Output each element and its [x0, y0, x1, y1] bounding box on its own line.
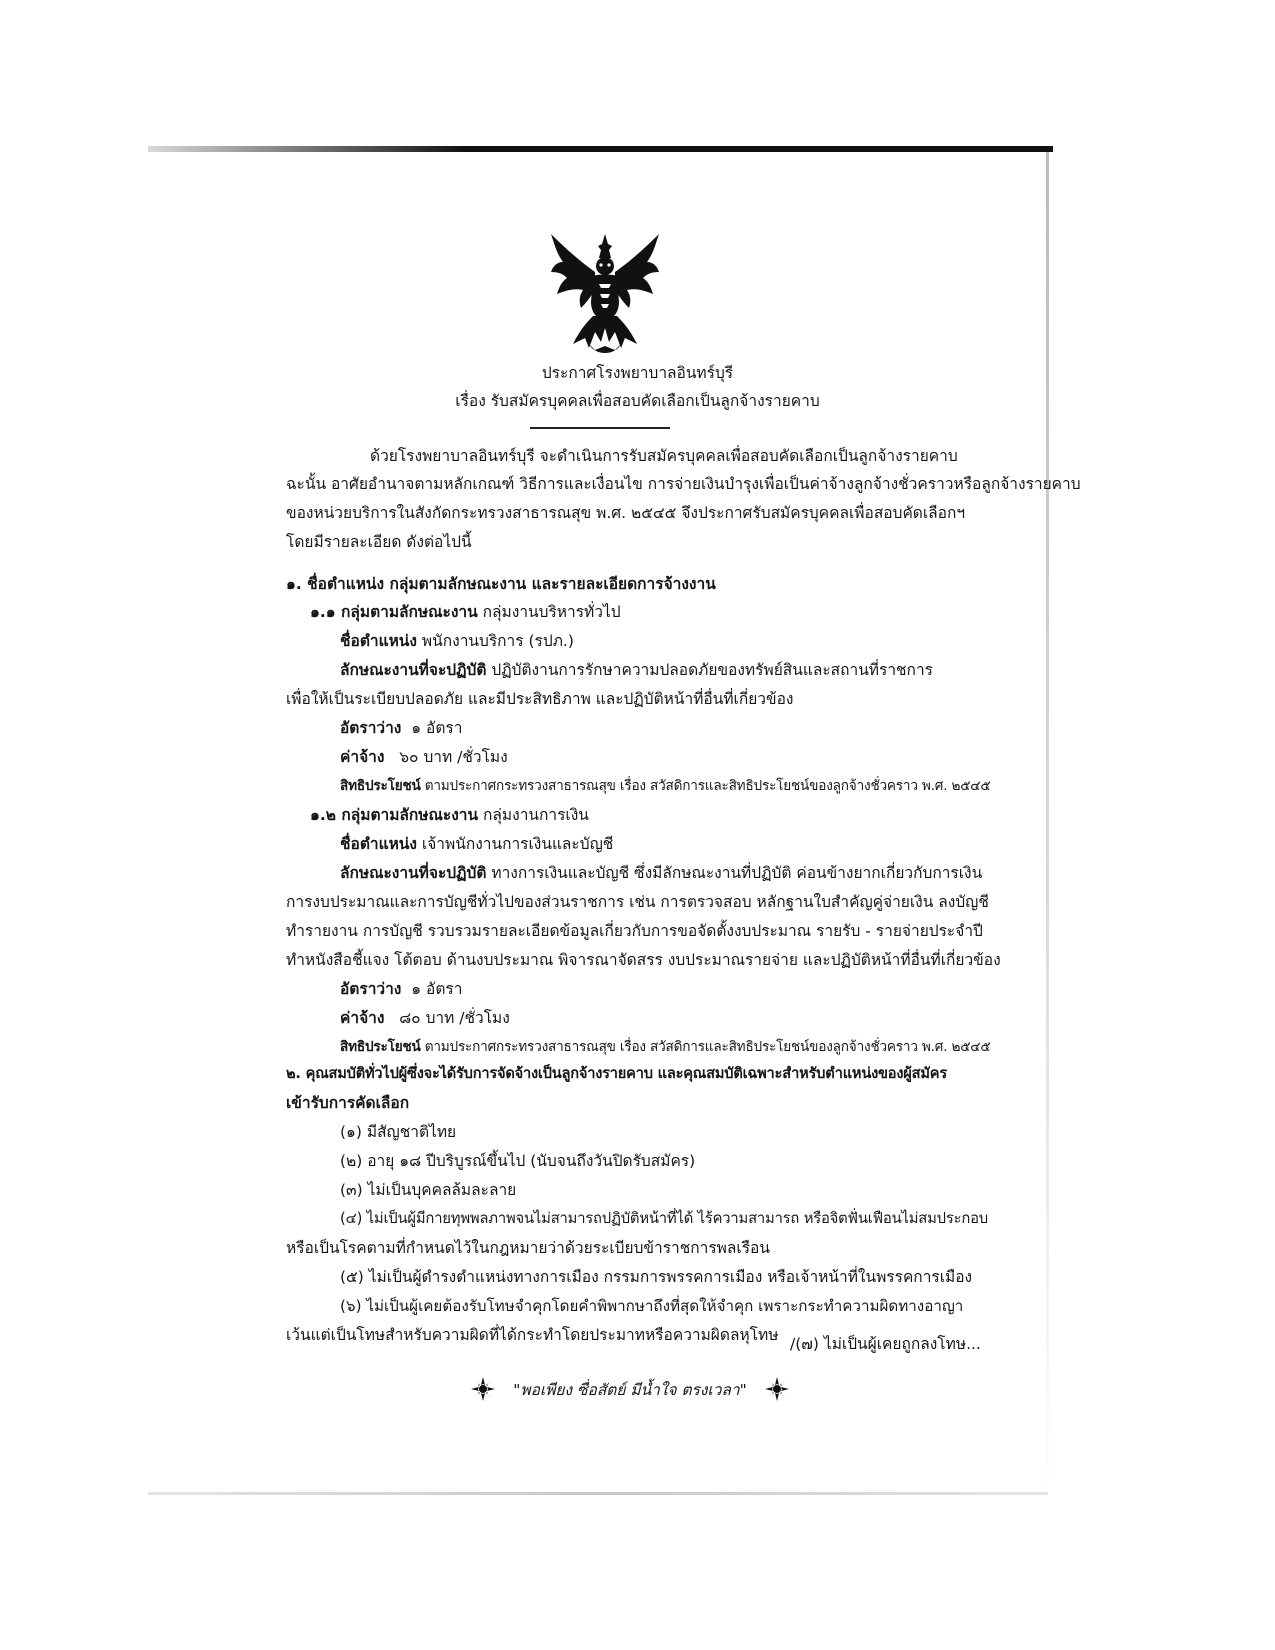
benefit-1-2	[340, 1033, 990, 1062]
position-1-2	[340, 830, 613, 859]
flower-icon	[764, 1376, 790, 1402]
qualification-6: (๖) ไม่เป็นผู้เคยต้องรับโทษจำคุกโดยคำพิพากษาถึงที่สุดให้จำคุก เพราะกระทำความผิดทางอาญา	[340, 1297, 964, 1315]
section-2-heading: ๒. คุณสมบัติทั่วไปผู้ซึ่งจะได้รับการจัดจ้างเป็นลูกจ้างรายคาบ และคุณสมบัติเฉพาะสำหรับตำแหน่งของผู้สมัคร	[286, 1065, 947, 1082]
vacancy-value: ๑ อัตรา	[411, 719, 463, 737]
group-1-1	[310, 598, 621, 627]
scan-right-edge	[1046, 152, 1049, 1502]
qualification-4: (๔) ไม่เป็นผู้มีกายทุพพลภาพจนไม่สามารถปฏิบัติหน้าที่ได้ ไร้ความสามารถ หรือจิตฟั่นเฟือนไม่สมประกอบ	[340, 1210, 988, 1227]
vacancy-label: อัตราว่าง	[340, 980, 402, 998]
qualification-1: (๑) มีสัญชาติไทย	[340, 1123, 457, 1141]
group-label: ๑.๑ กลุ่มตามลักษณะงาน	[310, 603, 478, 621]
vacancy-value: ๑ อัตรา	[411, 980, 463, 998]
intro-line-2: ฉะนั้น อาศัยอำนาจตามหลักเกณฑ์ วิธีการและเงื่อนไข การจ่ายเงินบำรุงเพื่อเป็นค่าจ้างลูกจ้างชั่วคราวหรือลูกจ้างรายคาบ	[286, 475, 1081, 493]
duty-1-1	[340, 656, 933, 685]
duty-label: ลักษณะงานที่จะปฏิบัติ	[340, 661, 487, 679]
position-value: เจ้าพนักงานการเงินและบัญชี	[421, 835, 614, 853]
duty-1-2	[340, 859, 982, 888]
flower-icon	[470, 1376, 496, 1402]
qualification-6-cont: เว้นแต่เป็นโทษสำหรับความผิดที่ได้กระทำโดยประมาทหรือความผิดลหุโทษ	[286, 1326, 779, 1344]
section-2-heading-cont: เข้ารับการคัดเลือก	[286, 1094, 410, 1112]
benefit-value: ตามประกาศกระทรวงสาธารณสุข เรื่อง สวัสดิการและสิทธิประโยชน์ของลูกจ้างชั่วคราว พ.ศ. ๒๕๔๕	[424, 778, 991, 794]
qualification-2: (๒) อายุ ๑๘ ปีบริบูรณ์ขึ้นไป (นับจนถึงวันปิดรับสมัคร)	[340, 1152, 696, 1170]
continuation-note: /(๗) ไม่เป็นผู้เคยถูกลงโทษ...	[790, 1335, 981, 1353]
vacancy-1-1	[340, 714, 462, 743]
scan-bottom-edge	[148, 1492, 1048, 1495]
qualification-3: (๓) ไม่เป็นบุคคลล้มละลาย	[340, 1181, 517, 1199]
benefit-value: ตามประกาศกระทรวงสาธารณสุข เรื่อง สวัสดิการและสิทธิประโยชน์ของลูกจ้างชั่วคราว พ.ศ. ๒๕๔๕	[424, 1039, 991, 1055]
duty-value: ปฏิบัติงานการรักษาความปลอดภัยของทรัพย์สินและสถานที่ราชการ	[491, 661, 933, 679]
duty-1-2-cont-3: ทำหนังสือชี้แจง โต้ตอบ ด้านงบประมาณ พิจารณาจัดสรร งบประมาณรายจ่าย และปฏิบัติหน้าที่อื่นที่เกี่ยวข้อง	[286, 951, 1001, 969]
garuda-emblem-icon	[545, 232, 665, 362]
announcement-subject: เรื่อง รับสมัครบุคคลเพื่อสอบคัดเลือกเป็นลูกจ้างรายคาบ	[455, 392, 820, 410]
intro-line-4: โดยมีรายละเอียด ดังต่อไปนี้	[286, 533, 472, 551]
section-1-heading: ๑. ชื่อตำแหน่ง กลุ่มตามลักษณะงาน และรายละเอียดการจ้างงาน	[286, 575, 716, 593]
wage-label: ค่าจ้าง	[340, 748, 385, 766]
group-label: ๑.๒ กลุ่มตามลักษณะงาน	[310, 806, 479, 824]
duty-1-1-cont: เพื่อให้เป็นระเบียบปลอดภัย และมีประสิทธิภาพ และปฏิบัติหน้าที่อื่นที่เกี่ยวข้อง	[286, 690, 794, 708]
qualification-4-cont: หรือเป็นโรคตามที่กำหนดไว้ในกฎหมายว่าด้วยระเบียบข้าราชการพลเรือน	[286, 1239, 770, 1257]
group-value: กลุ่มงานการเงิน	[483, 806, 589, 824]
qualification-5: (๕) ไม่เป็นผู้ดำรงตำแหน่งทางการเมือง กรรมการพรรคการเมือง หรือเจ้าหน้าที่ในพรรคการเมือง	[340, 1268, 973, 1286]
vacancy-label: อัตราว่าง	[340, 719, 402, 737]
duty-label: ลักษณะงานที่จะปฏิบัติ	[340, 864, 487, 882]
title-underline	[530, 427, 670, 429]
position-1-1	[340, 627, 574, 656]
intro-line-1: ด้วยโรงพยาบาลอินทร์บุรี จะดำเนินการรับสมัครบุคคลเพื่อสอบคัดเลือกเป็นลูกจ้างรายคาบ	[370, 447, 958, 465]
duty-value: ทางการเงินและบัญชี ซึ่งมีลักษณะงานที่ปฏิบัติ ค่อนข้างยากเกี่ยวกับการเงิน	[491, 864, 983, 882]
footer-slogan	[470, 1374, 790, 1404]
position-label: ชื่อตำแหน่ง	[340, 632, 417, 650]
benefit-label: สิทธิประโยชน์	[340, 1039, 421, 1055]
wage-label: ค่าจ้าง	[340, 1009, 385, 1027]
wage-value: ๘๐ บาท /ชั่วโมง	[399, 1009, 510, 1027]
duty-1-2-cont-1: การงบประมาณและการบัญชีทั่วไปของส่วนราชการ เช่น การตรวจสอบ หลักฐานใบสำคัญคู่จ่ายเงิน ลงบัญชี	[286, 893, 989, 911]
position-value: พนักงานบริการ (รปภ.)	[421, 632, 574, 650]
position-label: ชื่อตำแหน่ง	[340, 835, 417, 853]
wage-1-2	[340, 1004, 510, 1033]
group-value: กลุ่มงานบริหารทั่วไป	[482, 603, 621, 621]
benefit-1-1	[340, 772, 990, 801]
wage-value: ๖๐ บาท /ชั่วโมง	[399, 748, 508, 766]
announcement-title: ประกาศโรงพยาบาลอินทร์บุรี	[541, 364, 734, 382]
benefit-label: สิทธิประโยชน์	[340, 778, 421, 794]
group-1-2	[310, 801, 589, 830]
vacancy-1-2	[340, 975, 462, 1004]
slogan-text: "พอเพียง ซื่อสัตย์ มีน้ำใจ ตรงเวลา"	[513, 1380, 747, 1399]
duty-1-2-cont-2: ทำรายงาน การบัญชี รวบรวมรายละเอียดข้อมูลเกี่ยวกับการขอจัดตั้งงบประมาณ รายรับ - รายจ่ายประจำปี	[286, 922, 983, 940]
scan-top-edge	[148, 146, 1053, 152]
wage-1-1	[340, 743, 508, 772]
intro-line-3: ของหน่วยบริการในสังกัดกระทรวงสาธารณสุข พ.ศ. ๒๕๔๕ จึงประกาศรับสมัครบุคคลเพื่อสอบคัดเลือกฯ	[286, 504, 966, 522]
